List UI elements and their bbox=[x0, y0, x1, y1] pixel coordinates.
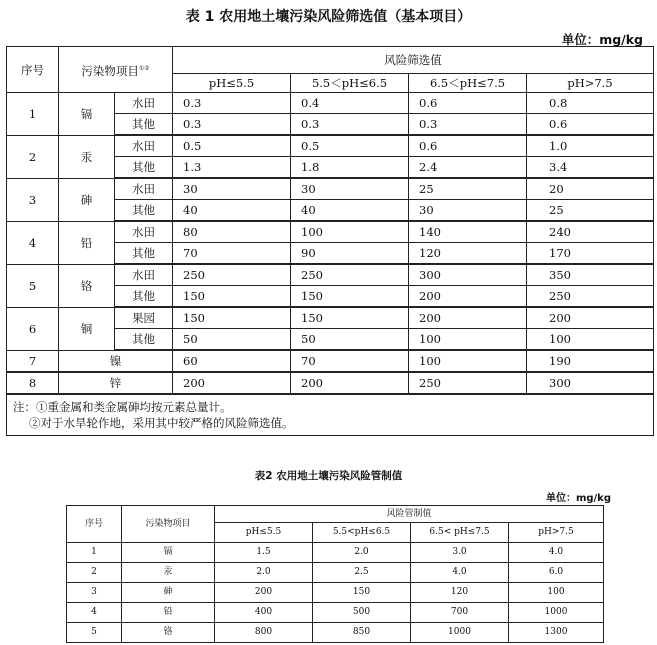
ph-header: 5.5<pH≤6.5 bbox=[313, 523, 411, 543]
table-row bbox=[67, 623, 604, 643]
table-row bbox=[67, 603, 604, 623]
element-cell: 砷 bbox=[122, 583, 215, 603]
seq-cell: 6 bbox=[7, 307, 59, 350]
value-cell: 30 bbox=[173, 178, 291, 200]
value-cell: 100 bbox=[527, 329, 654, 351]
land-use-cell: 其他 bbox=[115, 329, 173, 351]
value-cell: 150 bbox=[291, 286, 409, 308]
element-cell: 镍 bbox=[59, 350, 173, 372]
element-cell: 铅 bbox=[59, 221, 115, 264]
value-cell: 800 bbox=[215, 623, 313, 643]
value-cell: 240 bbox=[527, 221, 654, 243]
seq-cell: 5 bbox=[7, 264, 59, 307]
value-cell: 50 bbox=[173, 329, 291, 351]
ph-header: pH≤5.5 bbox=[173, 74, 291, 93]
element-cell: 铜 bbox=[59, 307, 115, 350]
value-cell: 2.4 bbox=[409, 157, 527, 179]
table-row bbox=[67, 563, 604, 583]
table-row bbox=[7, 135, 654, 157]
value-cell: 70 bbox=[173, 243, 291, 265]
seq-cell: 3 bbox=[67, 583, 122, 603]
value-cell: 0.6 bbox=[527, 114, 654, 136]
value-cell: 2.5 bbox=[313, 563, 411, 583]
table1-title: 表 1 农用地土壤污染风险筛选值（基本项目） bbox=[185, 9, 472, 25]
land-use-cell: 其他 bbox=[115, 157, 173, 179]
value-cell: 1.8 bbox=[291, 157, 409, 179]
land-use-cell: 水田 bbox=[115, 93, 173, 114]
value-cell: 0.3 bbox=[173, 114, 291, 136]
risk-control-table bbox=[66, 505, 604, 643]
ph-header: 5.5＜pH≤6.5 bbox=[291, 74, 409, 93]
value-cell: 90 bbox=[291, 243, 409, 265]
value-cell: 300 bbox=[409, 264, 527, 286]
value-cell: 4.0 bbox=[509, 543, 604, 563]
pollutant-header: 污染物项目 bbox=[122, 506, 215, 543]
risk-screening-table bbox=[6, 46, 654, 436]
value-cell: 190 bbox=[527, 350, 654, 372]
table1-unit: 单位：mg/kg bbox=[561, 32, 643, 47]
value-cell: 40 bbox=[173, 200, 291, 222]
land-use-cell: 果园 bbox=[115, 307, 173, 329]
value-cell: 500 bbox=[313, 603, 411, 623]
value-cell: 1.5 bbox=[215, 543, 313, 563]
value-cell: 300 bbox=[527, 372, 654, 394]
value-cell: 30 bbox=[409, 200, 527, 222]
element-cell: 砷 bbox=[59, 178, 115, 221]
table-row bbox=[7, 350, 654, 372]
value-cell: 1000 bbox=[411, 623, 509, 643]
value-cell: 0.5 bbox=[291, 135, 409, 157]
value-cell: 100 bbox=[409, 350, 527, 372]
value-cell: 50 bbox=[291, 329, 409, 351]
land-use-cell: 其他 bbox=[115, 200, 173, 222]
value-cell: 250 bbox=[173, 264, 291, 286]
value-cell: 0.3 bbox=[291, 114, 409, 136]
ph-header: pH≤5.5 bbox=[215, 523, 313, 543]
value-cell: 250 bbox=[527, 286, 654, 308]
element-cell: 汞 bbox=[59, 135, 115, 178]
table-row bbox=[7, 221, 654, 243]
value-cell: 150 bbox=[313, 583, 411, 603]
seq-cell: 4 bbox=[7, 221, 59, 264]
land-use-cell: 水田 bbox=[115, 264, 173, 286]
value-cell: 20 bbox=[527, 178, 654, 200]
value-cell: 3.0 bbox=[411, 543, 509, 563]
value-cell: 1.3 bbox=[173, 157, 291, 179]
value-cell: 200 bbox=[173, 372, 291, 394]
value-cell: 850 bbox=[313, 623, 411, 643]
seq-cell: 7 bbox=[7, 350, 59, 372]
value-cell: 0.6 bbox=[409, 135, 527, 157]
screening-value-header: 风险筛选值 bbox=[173, 47, 654, 74]
seq-cell: 2 bbox=[7, 135, 59, 178]
value-cell: 6.0 bbox=[509, 563, 604, 583]
ph-header: 6.5＜pH≤7.5 bbox=[409, 74, 527, 93]
element-cell: 锌 bbox=[59, 372, 173, 394]
note-line: ②对于水旱轮作地，采用其中较严格的风险筛选值。 bbox=[29, 416, 294, 430]
value-cell: 80 bbox=[173, 221, 291, 243]
notes bbox=[7, 394, 654, 436]
pollutant-header-note: ①② bbox=[138, 64, 150, 72]
seq-header: 序号 bbox=[67, 506, 122, 543]
land-use-cell: 其他 bbox=[115, 286, 173, 308]
value-cell: 1300 bbox=[509, 623, 604, 643]
ph-header: pH>7.5 bbox=[509, 523, 604, 543]
value-cell: 200 bbox=[291, 372, 409, 394]
value-cell: 250 bbox=[291, 264, 409, 286]
value-cell: 25 bbox=[409, 178, 527, 200]
value-cell: 1000 bbox=[509, 603, 604, 623]
value-cell: 40 bbox=[291, 200, 409, 222]
value-cell: 0.8 bbox=[527, 93, 654, 114]
pollutant-header: 污染物项目①② bbox=[59, 47, 173, 93]
value-cell: 350 bbox=[527, 264, 654, 286]
value-cell: 170 bbox=[527, 243, 654, 265]
value-cell: 0.3 bbox=[173, 93, 291, 114]
seq-cell: 1 bbox=[7, 93, 59, 136]
seq-cell: 1 bbox=[67, 543, 122, 563]
table-row bbox=[7, 307, 654, 329]
seq-cell: 2 bbox=[67, 563, 122, 583]
table-row bbox=[7, 264, 654, 286]
value-cell: 150 bbox=[291, 307, 409, 329]
value-cell: 2.0 bbox=[215, 563, 313, 583]
table2-unit: 单位：mg/kg bbox=[545, 493, 611, 504]
value-cell: 2.0 bbox=[313, 543, 411, 563]
seq-header: 序号 bbox=[7, 47, 59, 93]
table-row bbox=[67, 543, 604, 563]
value-cell: 0.4 bbox=[291, 93, 409, 114]
seq-cell: 4 bbox=[67, 603, 122, 623]
ph-header: 6.5< pH≤7.5 bbox=[411, 523, 509, 543]
element-cell: 铬 bbox=[122, 623, 215, 643]
value-cell: 0.6 bbox=[409, 93, 527, 114]
land-use-cell: 水田 bbox=[115, 135, 173, 157]
value-cell: 700 bbox=[411, 603, 509, 623]
value-cell: 25 bbox=[527, 200, 654, 222]
value-cell: 70 bbox=[291, 350, 409, 372]
seq-cell: 5 bbox=[67, 623, 122, 643]
table-row bbox=[7, 372, 654, 394]
value-cell: 100 bbox=[409, 329, 527, 351]
value-cell: 0.3 bbox=[409, 114, 527, 136]
seq-cell: 8 bbox=[7, 372, 59, 394]
value-cell: 3.4 bbox=[527, 157, 654, 179]
table-row bbox=[67, 583, 604, 603]
element-cell: 铅 bbox=[122, 603, 215, 623]
value-cell: 140 bbox=[409, 221, 527, 243]
value-cell: 60 bbox=[173, 350, 291, 372]
value-cell: 30 bbox=[291, 178, 409, 200]
seq-cell: 3 bbox=[7, 178, 59, 221]
value-cell: 250 bbox=[409, 372, 527, 394]
value-cell: 200 bbox=[527, 307, 654, 329]
value-cell: 100 bbox=[509, 583, 604, 603]
table2-title: 表2 农用地土壤污染风险管制值 bbox=[254, 470, 403, 482]
land-use-cell: 其他 bbox=[115, 114, 173, 136]
value-cell: 400 bbox=[215, 603, 313, 623]
land-use-cell: 水田 bbox=[115, 221, 173, 243]
value-cell: 120 bbox=[409, 243, 527, 265]
land-use-cell: 其他 bbox=[115, 243, 173, 265]
note-line: 注：①重金属和类金属砷均按元素总量计。 bbox=[13, 400, 232, 414]
control-value-header: 风险管制值 bbox=[215, 506, 604, 523]
value-cell: 4.0 bbox=[411, 563, 509, 583]
value-cell: 200 bbox=[409, 307, 527, 329]
value-cell: 150 bbox=[173, 286, 291, 308]
value-cell: 0.5 bbox=[173, 135, 291, 157]
table-row bbox=[7, 93, 654, 114]
value-cell: 150 bbox=[173, 307, 291, 329]
element-cell: 汞 bbox=[122, 563, 215, 583]
value-cell: 100 bbox=[291, 221, 409, 243]
element-cell: 镉 bbox=[122, 543, 215, 563]
notes-row bbox=[7, 394, 654, 436]
ph-header: pH>7.5 bbox=[527, 74, 654, 93]
element-cell: 铬 bbox=[59, 264, 115, 307]
element-cell: 镉 bbox=[59, 93, 115, 136]
value-cell: 120 bbox=[411, 583, 509, 603]
value-cell: 200 bbox=[215, 583, 313, 603]
land-use-cell: 水田 bbox=[115, 178, 173, 200]
value-cell: 1.0 bbox=[527, 135, 654, 157]
value-cell: 200 bbox=[409, 286, 527, 308]
table-row bbox=[7, 178, 654, 200]
